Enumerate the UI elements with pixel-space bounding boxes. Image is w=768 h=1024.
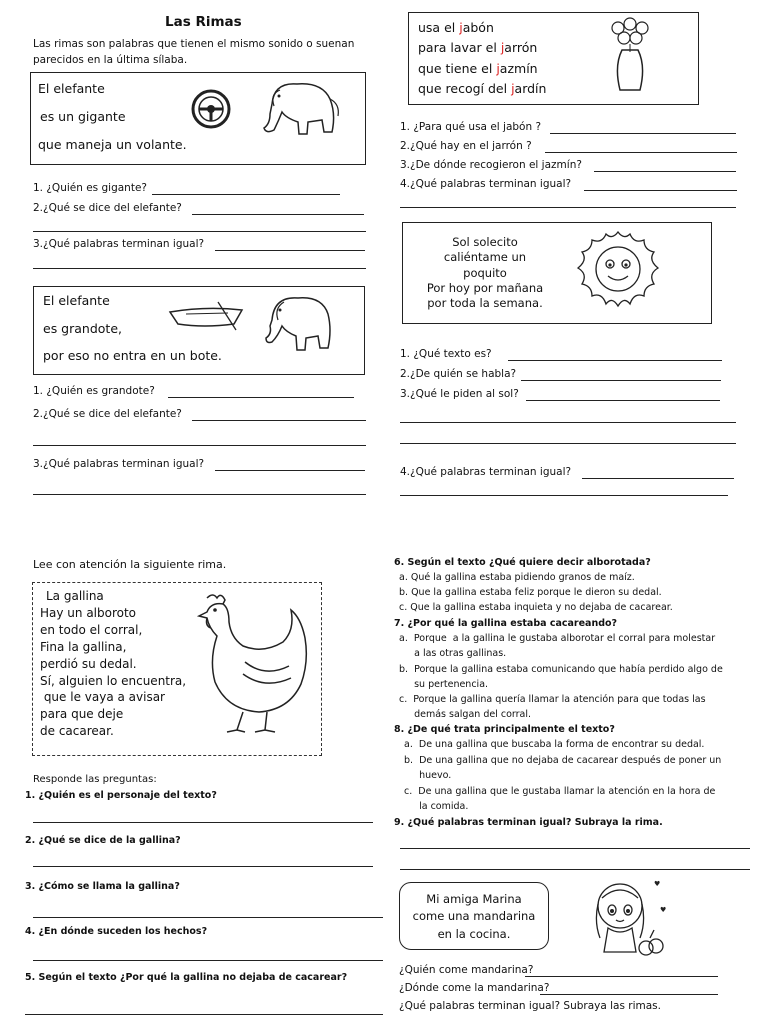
- answer-line[interactable]: [152, 194, 340, 195]
- question: 9. ¿Qué palabras terminan igual? Subraya la rima.: [394, 817, 663, 828]
- rhyme-line: Sí, alguien lo encuentra,: [40, 673, 187, 688]
- intro-line: Las rimas son palabras que tienen el mismo sonido o suenan: [33, 38, 355, 50]
- rhyme-line: Hay un alboroto: [40, 605, 137, 620]
- rhyme-line: Sol solecito: [452, 235, 518, 249]
- rhyme-line: por eso no entra en un bote.: [43, 348, 222, 363]
- rhyme-line: Mi amiga Marina: [426, 892, 522, 906]
- question: ¿Dónde come la mandarina?: [399, 982, 550, 994]
- question: 1. ¿Para qué usa el jabón ?: [400, 121, 542, 133]
- question: 3. ¿Cómo se llama la gallina?: [25, 881, 180, 892]
- question: 2.¿Qué se dice del elefante?: [33, 408, 182, 420]
- respond-label: Responde las preguntas:: [33, 774, 157, 785]
- answer-line[interactable]: [33, 494, 366, 495]
- answer-line[interactable]: [25, 1014, 383, 1015]
- intro-line: parecidos en la última sílaba.: [33, 54, 188, 66]
- svg-text:♥: ♥: [660, 906, 667, 914]
- rhyme-line: en todo el corral,: [40, 622, 143, 637]
- answer-line[interactable]: [33, 960, 383, 961]
- question: 4.¿Qué palabras terminan igual?: [400, 466, 572, 478]
- question: 3.¿De dónde recogieron el jazmín?: [400, 159, 582, 171]
- answer-line[interactable]: [508, 360, 722, 361]
- rhyme-line: que le vaya a avisar: [40, 690, 165, 705]
- option[interactable]: b. De una gallina que no dejaba de cacarear después de poner un: [404, 755, 722, 766]
- question: 4.¿Qué palabras terminan igual?: [400, 178, 572, 190]
- option-continued: su pertenencia.: [399, 679, 489, 690]
- rhyme-line: come una mandarina: [412, 909, 536, 924]
- question: 8. ¿De qué trata principalmente el texto?: [394, 724, 615, 735]
- question: 1. ¿Quién es el personaje del texto?: [25, 790, 217, 801]
- vase-icon: [600, 16, 660, 98]
- question: 1. ¿Qué texto es?: [400, 348, 492, 360]
- sun-icon: [572, 228, 664, 312]
- rhyme-line: en la cocina.: [437, 926, 511, 941]
- question: ¿Qué palabras terminan igual? Subraya las rimas.: [399, 1000, 661, 1012]
- sol-poem: [410, 235, 560, 311]
- answer-line[interactable]: [33, 445, 366, 446]
- question: 3.¿Qué le piden al sol?: [400, 388, 519, 400]
- gallina-poem: [40, 588, 186, 740]
- question: 2.¿Qué hay en el jarrón ?: [400, 140, 532, 152]
- option-continued: la comida.: [404, 801, 469, 812]
- question: 1. ¿Quién es gigante?: [33, 182, 147, 194]
- rhyme-line: por toda la semana.: [427, 296, 543, 311]
- answer-line[interactable]: [540, 994, 718, 995]
- answer-line[interactable]: [192, 214, 364, 215]
- answer-line[interactable]: [192, 420, 366, 421]
- question: 1. ¿Quién es grandote?: [33, 385, 155, 397]
- option[interactable]: a. De una gallina que buscaba la forma de encontrar su dedal.: [404, 739, 705, 750]
- question: 5. Según el texto ¿Por qué la gallina no dejaba de cacarear?: [25, 972, 348, 983]
- answer-line[interactable]: [400, 207, 736, 208]
- answer-line[interactable]: [400, 422, 736, 423]
- question: 6. Según el texto ¿Qué quiere decir alborotada?: [394, 557, 651, 568]
- option-continued: a las otras gallinas.: [399, 648, 507, 659]
- answer-line[interactable]: [400, 848, 750, 849]
- answer-line[interactable]: [400, 495, 728, 496]
- rhyme-line: que recogí del jardín: [418, 81, 547, 96]
- option[interactable]: a. Porque a la gallina le gustaba alborotar el corral para molestar: [399, 633, 716, 644]
- answer-line[interactable]: [33, 917, 383, 918]
- rhyme-line: caliéntame un: [443, 250, 527, 265]
- rhyme-line: es un gigante: [40, 109, 126, 124]
- rhyme-line: Por hoy por mañana: [426, 280, 544, 295]
- rhyme-line: usa el jabón: [418, 20, 494, 35]
- question: 2.¿De quién se habla?: [400, 368, 517, 380]
- answer-line[interactable]: [168, 397, 354, 398]
- answer-line[interactable]: [215, 250, 365, 251]
- option[interactable]: c. De una gallina que le gustaba llamar la atención en la hora de: [404, 786, 716, 797]
- answer-line[interactable]: [526, 400, 720, 401]
- answer-line[interactable]: [550, 133, 736, 134]
- answer-line[interactable]: [594, 171, 736, 172]
- answer-line[interactable]: [33, 231, 366, 232]
- page-title: Las Rimas: [165, 14, 242, 30]
- answer-line[interactable]: [521, 380, 721, 381]
- option-continued: demás salgan del corral.: [399, 709, 532, 720]
- hen-icon: [185, 590, 313, 736]
- girl-icon: [580, 876, 672, 964]
- rhyme-line: El elefante: [38, 81, 105, 96]
- option[interactable]: c. Que la gallina estaba inquieta y no dejaba de cacarear.: [399, 602, 673, 613]
- option[interactable]: c. Porque la gallina quería llamar la atención para que todas las: [399, 694, 706, 705]
- rhyme-line: de cacarear.: [40, 724, 114, 739]
- answer-line[interactable]: [33, 866, 373, 867]
- rhyme-line: es grandote,: [43, 321, 122, 336]
- rhyme-line: para lavar el jarrón: [418, 40, 538, 55]
- answer-line[interactable]: [215, 470, 365, 471]
- question: 4. ¿En dónde suceden los hechos?: [25, 926, 208, 937]
- question: 2.¿Qué se dice del elefante?: [33, 202, 182, 214]
- marina-poem: [399, 891, 549, 943]
- option[interactable]: b. Que la gallina estaba feliz porque le dieron su dedal.: [399, 587, 662, 598]
- answer-line[interactable]: [33, 268, 366, 269]
- rhyme-line: poquito: [463, 265, 507, 280]
- elephant-icon: [252, 74, 344, 140]
- lead-text: Lee con atención la siguiente rima.: [33, 558, 227, 571]
- option[interactable]: b. Porque la gallina estaba comunicando que había perdido algo de: [399, 664, 723, 675]
- poem-title: La gallina: [46, 589, 104, 603]
- answer-line[interactable]: [545, 152, 737, 153]
- answer-line[interactable]: [400, 869, 750, 870]
- rhyme-line: para que deje: [40, 707, 124, 722]
- rhyme-line: que maneja un volante.: [38, 137, 187, 152]
- answer-line[interactable]: [525, 976, 718, 977]
- option-continued: huevo.: [404, 770, 452, 781]
- question: 2. ¿Qué se dice de la gallina?: [25, 835, 181, 846]
- answer-line[interactable]: [33, 822, 373, 823]
- boat-icon: [166, 298, 246, 334]
- rhyme-line: perdió su dedal.: [40, 656, 137, 671]
- answer-line[interactable]: [584, 190, 737, 191]
- question: ¿Quién come mandarina?: [399, 964, 534, 976]
- rhyme-line: Fina la gallina,: [40, 639, 127, 654]
- rhyme-line: que tiene el jazmín: [418, 61, 538, 76]
- elephant-icon: [262, 290, 338, 354]
- question: 3.¿Qué palabras terminan igual?: [33, 238, 205, 250]
- answer-line[interactable]: [582, 478, 734, 479]
- svg-text:♥: ♥: [654, 880, 661, 888]
- rhyme-line: El elefante: [43, 293, 110, 308]
- question: 7. ¿Por qué la gallina estaba cacareando?: [394, 618, 618, 629]
- option[interactable]: a. Qué la gallina estaba pidiendo granos de maíz.: [399, 572, 635, 583]
- question: 3.¿Qué palabras terminan igual?: [33, 458, 205, 470]
- answer-line[interactable]: [400, 443, 736, 444]
- steering-wheel-icon: [190, 88, 232, 130]
